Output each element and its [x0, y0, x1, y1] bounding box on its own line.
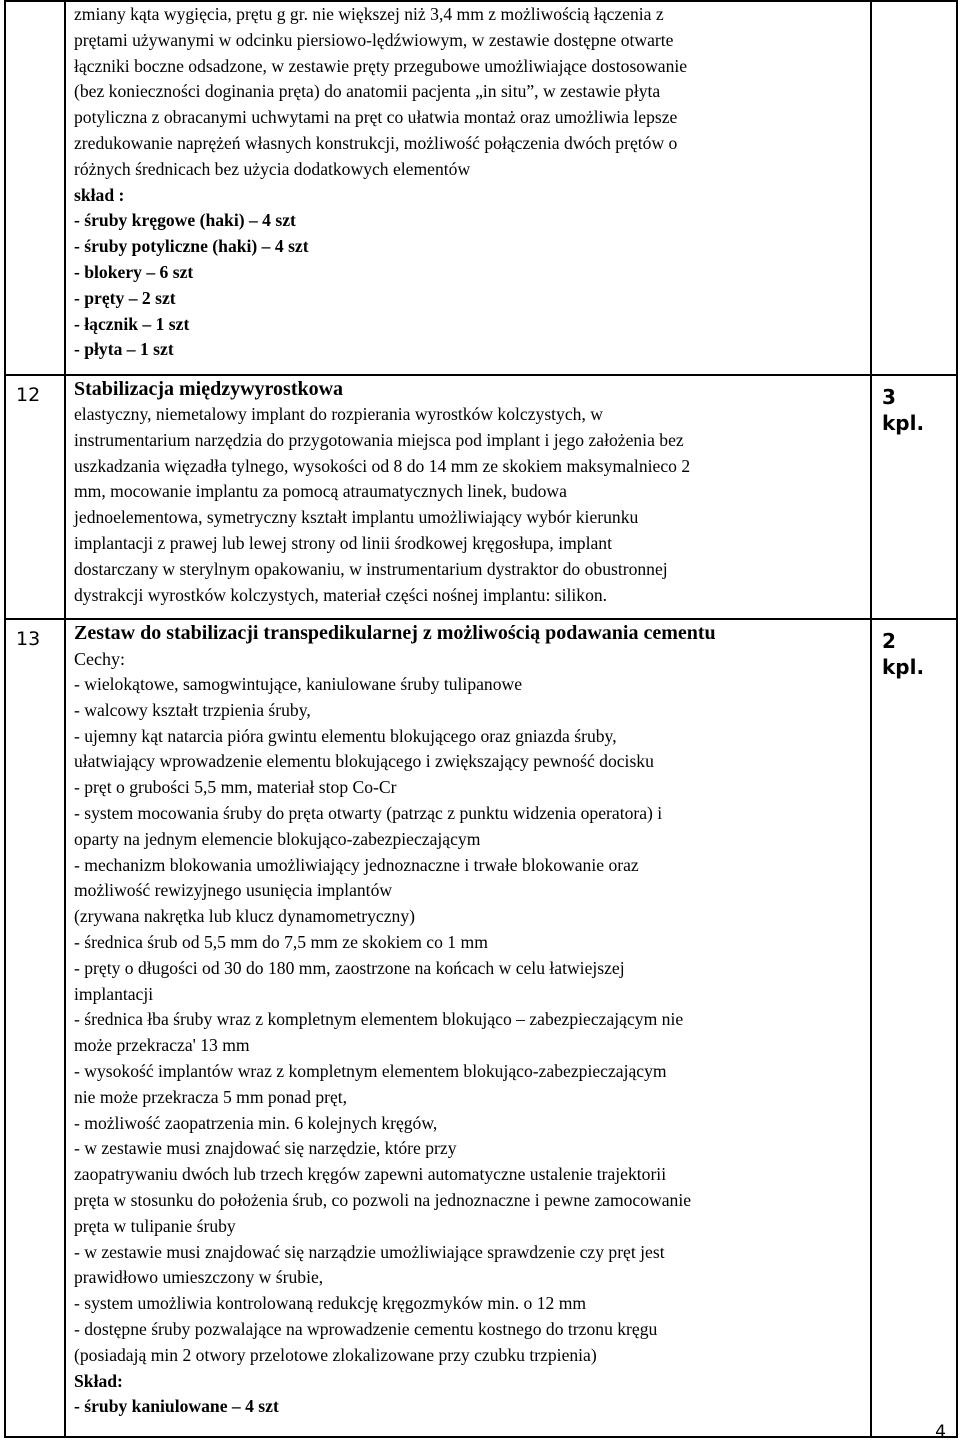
description-line: pręta w stosunku do położenia śrub, co pozwoli na jednoznaczne i pewne zamocowanie: [74, 1189, 692, 1210]
description-line: nie może przekracza 5 mm ponad pręt,: [74, 1086, 348, 1107]
features-label: Cechy:: [74, 649, 125, 669]
description-line: uszkadzania więzadła tylnego, wysokości od 8 do 14 mm ze skokiem maksymalnieco 2: [74, 455, 691, 476]
description-line: (bez konieczności doginania pręta) do anatomii pacjenta „in situ”, w zestawie płyta: [74, 81, 661, 102]
description-line: - system umożliwia kontrolowaną redukcję kręgozmyków min. o 12 mm: [74, 1293, 587, 1314]
description-line: zaopatrywaniu dwóch lub trzech kręgów zapewni automatyczne ustalenie trajektorii: [74, 1164, 667, 1185]
row-quantity: [871, 1, 957, 375]
description-line: prętami używanymi w odcinku piersiowo-lędźwiowym, w zestawie dostępne otwarte: [74, 29, 674, 50]
specification-table: [4, 0, 958, 1438]
description-line: łączniki boczne odsadzone, w zestawie pręty przegubowe umożliwiające dostosowanie: [74, 55, 688, 76]
page-number: 4: [935, 1422, 946, 1442]
description-line: implantacji: [74, 983, 154, 1004]
description-line: - pręt o grubości 5,5 mm, materiał stop Co-Cr: [74, 777, 397, 798]
row-description: [65, 375, 871, 619]
item-title: Stabilizacja międzywyrostkowa: [74, 378, 344, 400]
description-line: - śruby kręgowe (haki) – 4 szt: [74, 210, 296, 231]
description-line: implantacji z prawej lub lewej strony od linii środkowej kręgosłupa, implant: [74, 532, 612, 553]
description-line: - w zestawie musi znajdować się narzędzie, które przy: [74, 1138, 457, 1159]
description-line: - dostępne śruby pozwalające na wprowadzenie cementu kostnego do trzonu kręgu: [74, 1318, 658, 1339]
row-description: [65, 1, 871, 375]
description-line: - mechanizm blokowania umożliwiający jednoznaczne i trwałe blokowanie oraz: [74, 854, 639, 875]
description-line: - płyta – 1 szt: [74, 339, 174, 360]
description-line: zredukowanie naprężeń własnych konstrukcji, możliwość połączenia dwóch prętów o: [74, 132, 678, 153]
row-quantity: [871, 619, 957, 1437]
description-line: jednoelementowa, symetryczny kształt implantu umożliwiający wybór kierunku: [74, 507, 639, 528]
row-number: 13: [5, 619, 65, 1437]
description-line: - możliwość zaopatrzenia min. 6 kolejnych kręgów,: [74, 1112, 438, 1133]
description-line: dostarczany w sterylnym opakowaniu, w instrumentarium dystraktor do obustronnej: [74, 558, 668, 579]
description-line: zmiany kąta wygięcia, prętu g gr. nie większej niż 3,4 mm z możliwością łączenia z: [74, 4, 664, 24]
description-line: - śruby kaniulowane – 4 szt: [74, 1396, 279, 1417]
description-line: ułatwiający wprowadzenie elementu blokującego i zwiększający pewność docisku: [74, 751, 654, 772]
description-line: oparty na jednym elemencie blokująco-zabezpieczającym: [74, 828, 481, 849]
quantity-value: 3 kpl.: [882, 385, 925, 435]
description-line: - w zestawie musi znajdować się narządzie umożliwiające sprawdzenie czy pręt jest: [74, 1241, 665, 1262]
description-line: instrumentarium narzędzia do przygotowania miejsca pod implant i jego założenia bez: [74, 429, 684, 450]
description-line: potyliczna z obracanymi uchwytami na pręt co ułatwia montaż oraz umożliwia lepsze: [74, 107, 678, 128]
item-title: Zestaw do stabilizacji transpedikularnej z możliwością podawania cementu: [74, 622, 716, 644]
description-line: - ujemny kąt natarcia pióra gwintu elementu blokującego oraz gniazda śruby,: [74, 725, 617, 746]
description-line: dystrakcji wyrostków kolczystych, materiał części nośnej implantu: silikon.: [74, 584, 608, 605]
description-line: (posiadają min 2 otwory przelotowe zlokalizowane przy czubku trzpienia): [74, 1344, 597, 1365]
description-line: może przekracza' 13 mm: [74, 1035, 250, 1056]
table-row: [5, 375, 957, 619]
description-line: pręta w tulipanie śruby: [74, 1215, 236, 1236]
description-line: - pręty – 2 szt: [74, 287, 176, 308]
description-line: - wysokość implantów wraz z kompletnym elementem blokująco-zabezpieczającym: [74, 1060, 667, 1081]
description-line: elastyczny, niemetalowy implant do rozpierania wyrostków kolczystych, w: [74, 404, 603, 424]
description-line: skład :: [74, 184, 125, 205]
row-number: [5, 1, 65, 375]
description-line: - średnica łba śruby wraz z kompletnym elementem blokująco – zabezpieczającym nie: [74, 1009, 684, 1030]
description-line: (zrywana nakrętka lub klucz dynamometryczny): [74, 906, 415, 927]
table-row: [5, 619, 957, 1437]
description-line: prawidłowo umieszczony w śrubie,: [74, 1267, 324, 1288]
row-number: 12: [5, 375, 65, 619]
description-line: - średnica śrub od 5,5 mm do 7,5 mm ze skokiem co 1 mm: [74, 931, 488, 952]
description-line: - pręty o długości od 30 do 180 mm, zaostrzone na końcach w celu łatwiejszej: [74, 957, 625, 978]
row-quantity: [871, 375, 957, 619]
description-line: Skład:: [74, 1370, 123, 1391]
description-line: mm, mocowanie implantu za pomocą atraumatycznych linek, budowa: [74, 481, 567, 502]
description-line: - wielokątowe, samogwintujące, kaniulowane śruby tulipanowe: [74, 674, 523, 694]
description-line: - walcowy kształt trzpienia śruby,: [74, 699, 311, 720]
quantity-value: 2 kpl.: [882, 629, 925, 679]
description-line: różnych średnicach bez użycia dodatkowych elementów: [74, 158, 471, 179]
description-line: - system mocowania śruby do pręta otwarty (patrząc z punktu widzenia operatora) i: [74, 802, 663, 823]
description-line: - śruby potyliczne (haki) – 4 szt: [74, 236, 309, 257]
description-line: - łącznik – 1 szt: [74, 313, 190, 334]
table-row: [5, 1, 957, 375]
row-description: [65, 619, 871, 1437]
description-line: - blokery – 6 szt: [74, 261, 194, 282]
description-line: możliwość rewizyjnego usunięcia implantów: [74, 880, 393, 901]
